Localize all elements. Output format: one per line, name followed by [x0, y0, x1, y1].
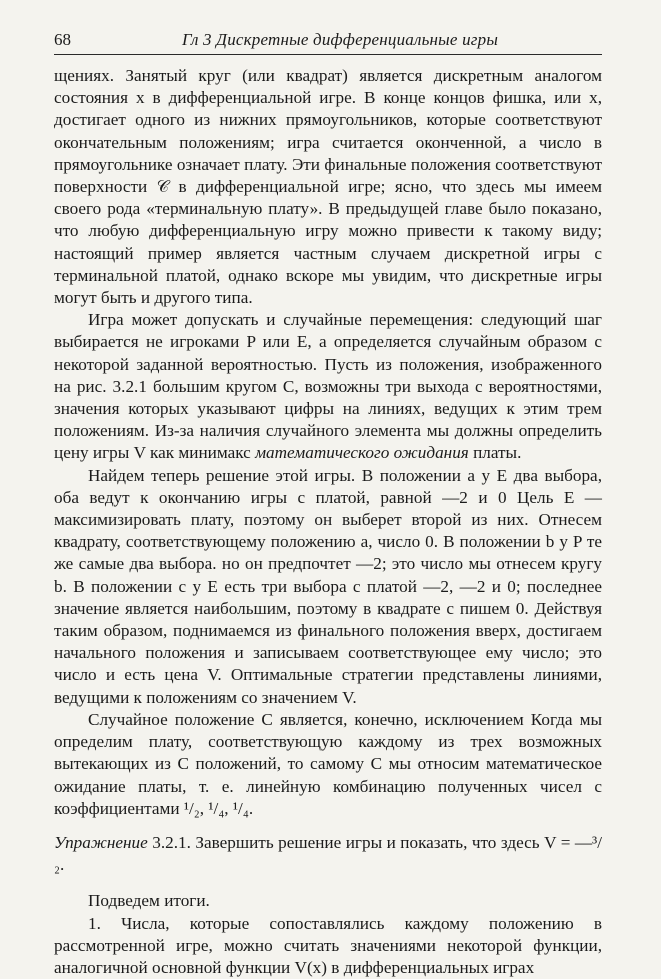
paragraph-2-end: платы. — [468, 443, 522, 463]
page-number: 68 — [54, 30, 71, 49]
paragraph-3: Найдем теперь решение этой игры. В положении a у E два выбора, оба ведут к окончанию игры с платой, равной —2 и 0 Цель E — максимизировать плату, поэтому он выберет второй из них. Отнесем квадрату, соответствующему положению a, число 0. В положении b у P те же самые два выбора. но он предпочтет —2; это число мы отнесем кругу b. В положении c у E есть три выбора с платой —2, —2 и 0; последнее значение является наибольшим, поэтому в квадрате c пишем 0. Действуя таким образом, поднимаемся из финального положения вверх, достигаем начального положения и записываем соответствующее ему число; это число и есть цена V. Оптимальные стратегии представлены линиями, ведущими к положениям со значением V. — [54, 465, 602, 707]
paragraph-4: Случайное положение C является, конечно, исключением Когда мы определим плату, соответствующую каждому из трех возможных вытекающих из C положений, то самому C мы относим математическое ожидание платы, т. е. линейную комбинацию полученных чисел с коэффициентами ¹/₂, ¹/₄, ¹/₄. — [54, 709, 602, 818]
summary-line: Подведем итоги. — [88, 891, 210, 911]
running-title: Гл 3 Дискретные дифференциальные игры — [182, 30, 499, 49]
page-header — [54, 30, 602, 54]
exercise — [54, 832, 602, 876]
exercise-label: Упражнение — [54, 832, 148, 852]
paragraph-2-text: Игра может допускать и случайные перемещения: следующий шаг выбирается не игроками P или E, а определяется случайным образом с некоторой заданной вероятностью. Пусть из положения, изображенного на рис. 3.2.1 большим кругом C, возможны три выхода с вероятностями, значения которых указывают цифры на линиях, ведущих к этим трем положениям. Из-за наличия случайного элемента мы должны определить цену игры V как минимакс — [54, 310, 602, 463]
page-body — [54, 65, 602, 979]
summary-item-1: 1. Числа, которые сопоставлялись каждому положению в рассмотренной игре, можно считать значениями некоторой функции, аналогичной основной функции V(x) в дифференциальных играх — [54, 913, 602, 977]
paragraph-1: щениях. Занятый круг (или квадрат) является дискретным аналогом состояния x в дифференциальной игре. В конце концов фишка, или x, достигает одного из нижних прямоугольников, которые соответствуют окончательным положениям; игра считается оконченной, а число в прямоугольнике означает плату. Эти финальные положения соответствуют поверхности 𝒞 в дифференциальной игре; ясно, что здесь мы имеем своего рода «терминальную плату». В предыдущей главе было показано, что любую дифференциальную игру можно привести к такому виду; настоящий пример является частным случаем дискретной игры с терминальной платой, однако вскоре мы увидим, что дискретные игры могут быть и другого типа. — [54, 66, 602, 308]
paragraph-2-emphasis: математического ожидания — [255, 443, 469, 463]
paragraph-2 — [54, 309, 602, 464]
exercise-text: 3.2.1. Завершить решение игры и показать, что здесь V = —³/₂. — [54, 832, 602, 875]
header-rule — [54, 54, 602, 55]
